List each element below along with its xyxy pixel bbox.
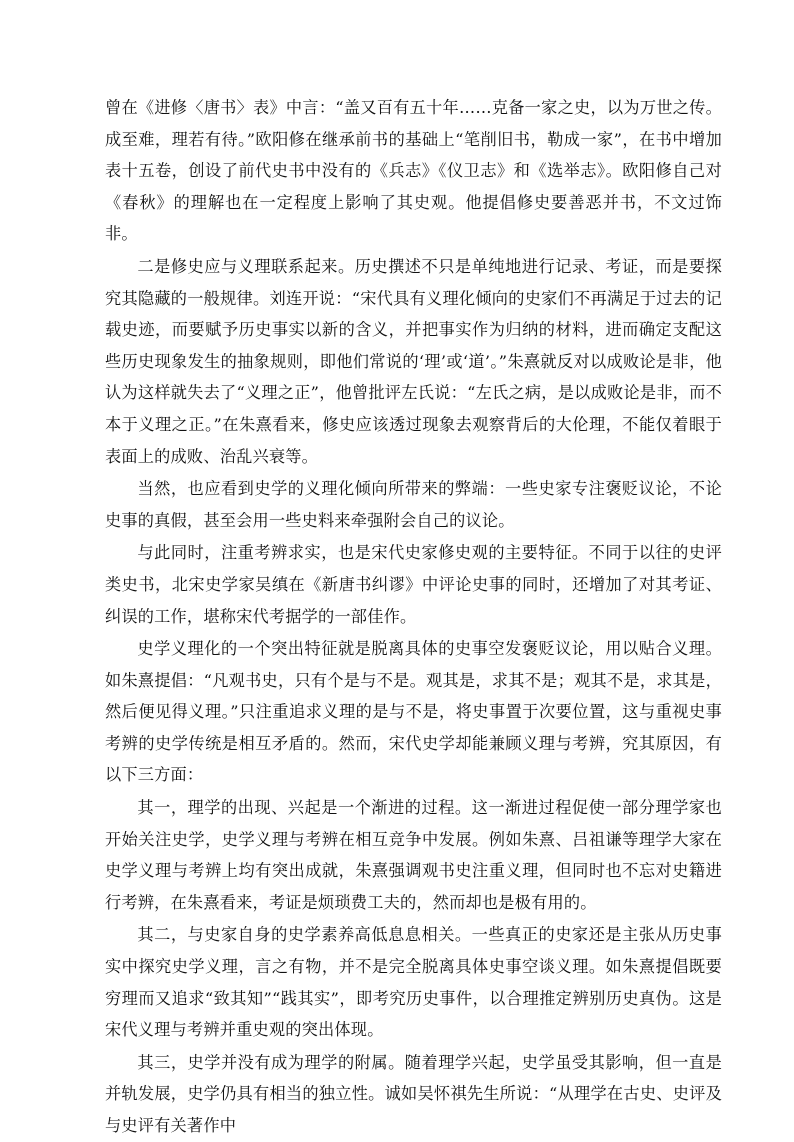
paragraph-reason-two: 其二，与史家自身的史学素养高低息息相关。一些真正的史家还是主张从历史事实中探究史学义理，言之有物，并不是完全脱离具体史事空谈义理。如朱熹提倡既要穷理而又追求“致其知”“践其实”，即考究历史事件，以合理推定辨别历史真伪。这是宋代义理与考辨并重史观的突出体现。 [105,925,722,1040]
paragraph-reason-one: 其一，理学的出现、兴起是一个渐进的过程。这一渐进过程促使一部分理学家也开始关注史学，史学义理与考辨在相互竞争中发展。例如朱熹、吕祖谦等理学大家在史学义理与考辨上均有突出成就，朱熹强调观书史注重义理，但同时也不忘对史籍进行考辨，在朱熹看来，考证是烦琐费工夫的，然而却也是极有用的。 [105,798,722,912]
paragraph-bias: 当然，也应看到史学的义理化倾向所带来的弊端：一些史家专注褒贬议论，不论史事的真假，甚至会用一些史料来牵强附会自己的议论。 [105,479,722,530]
paragraph-kaobian: 与此同时，注重考辨求实，也是宋代史家修史观的主要特征。不同于以往的史评类史书，北宋史学家吴缜在《新唐书纠谬》中评论史事的同时，还增加了对其考证、纠误的工作，堪称宋代考据学的一部佳作。 [105,543,722,626]
document-page [105,92,722,1142]
paragraph-yili: 二是修史应与义理联系起来。历史撰述不只是单纯地进行记录、考证，而是要探究其隐藏的一般规律。刘连开说：“宋代具有义理化倾向的史家们不再满足于过去的记载史迹，而要赋予历史事实以新的含义，并把事实作为归纳的材料，进而确定支配这些历史现象发生的抽象规则，即他们常说的‘理’或‘道’。”朱熹就反对以成败论是非，他认为这样就失去了“义理之正”，他曾批评左氏说：“左氏之病，是以成败论是非，而不本于义理之正。”在朱熹看来，修史应该透过现象去观察背后的大伦理，不能仅着眼于表面上的成败、治乱兴衰等。 [105,256,722,466]
paragraph-reason-three: 其三，史学并没有成为理学的附属。随着理学兴起，史学虽受其影响，但一直是并轨发展，史学仍具有相当的独立性。诚如吴怀祺先生所说：“从理学在古史、史评及与史评有关著作中 [105,1052,722,1135]
paragraph-feature: 史学义理化的一个突出特征就是脱离具体的史事空发褒贬议论，用以贴合义理。如朱熹提倡：“凡观书史，只有个是与不是。观其是，求其不是；观其不是，求其是，然后便见得义理。”只注重追求义理的是与不是，将史事置于次要位置，这与重视史事考辨的史学传统是相互矛盾的。然而，宋代史学却能兼顾义理与考辨，究其原因，有以下三方面： [105,639,722,785]
paragraph-continuation: 曾在《进修〈唐书〉表》中言：“盖又百有五十年……克备一家之史，以为万世之传。成至难，理若有待。”欧阳修在继承前书的基础上“笔削旧书，勒成一家”，在书中增加表十五卷，创设了前代史书中没有的《兵志》《仪卫志》和《选举志》。欧阳修自己对《春秋》的理解也在一定程度上影响了其史观。他提倡修史要善恶并书，不文过饰非。 [105,98,722,244]
